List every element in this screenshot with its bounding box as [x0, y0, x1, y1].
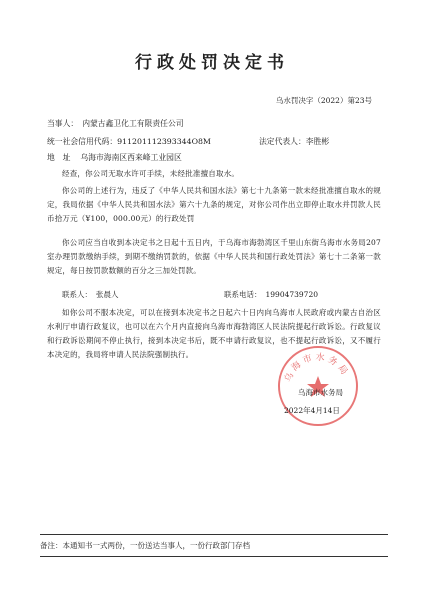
paragraph-findings: 经查，你公司无取水许可手续，未经批准擅自取水。: [62, 169, 240, 178]
legal-representative-row: [259, 136, 329, 147]
legal-representative-label: 法定代表人：: [259, 137, 306, 146]
paragraph-payment: 你公司应当自收到本决定书之日起十五日内，于乌海市海勃湾区千里山东街乌海市水务局207室办理罚款缴纳手续，到期不缴纳罚款的，依据《中华人民共和国行政处罚法》第七十二条第一款规定，每日按罚款数额的百分之三加处罚款。: [47, 238, 381, 275]
credit-code-value: 911201112393344O8M: [117, 137, 211, 146]
phone-label: 联系电话：: [224, 290, 262, 299]
address-row: [47, 152, 182, 163]
contact-person: [62, 289, 119, 300]
credit-code-row: [47, 136, 211, 147]
credit-code-label: 统一社会信用代码：: [47, 137, 118, 146]
paragraph-violation: 你公司的上述行为，违反了《中华人民共和国水法》第七十九条第一款未经批准擅自取水的规定，我局依据《中华人民共和国水法》第六十九条的规定，对你公司作出立即停止取水并罚款人民币拾万元（¥100，000.00元）的行政处罚: [47, 186, 381, 223]
legal-representative-value: 李胜彬: [305, 137, 330, 146]
signer-name: 乌海市水务局: [298, 388, 343, 397]
party-value: 内蒙古鑫卫化工有限责任公司: [82, 119, 184, 128]
document-title: 行政处罚决定书: [135, 53, 289, 73]
paragraph-appeal: 如你公司不服本决定，可以在接到本决定书之日起六十日内向乌海市人民政府或内蒙古自治区水利厅申请行政复议，也可以在六个月内直接向乌海市海勃湾区人民法院提起行政诉讼。行政复议和行政诉讼期间不停止执行，接到本决定书后，既不申请行政复议，也不提起行政诉讼，又不履行本决定的，我局将申请人民法院强制执行。: [47, 308, 381, 359]
address-value: 乌海市海南区西来峰工业园区: [80, 153, 182, 162]
party-row: [47, 118, 184, 129]
sign-date: 2022年4月14日: [284, 406, 340, 415]
party-label: 当事人：: [47, 119, 79, 128]
seal-text: 乌海市水务局: [283, 352, 351, 384]
contact-phone: [224, 289, 318, 300]
document-number: 乌水罚决字（2022）第23号: [275, 96, 372, 105]
footer-note: 备注：本通知书一式两份，一份送达当事人，一份行政部门存档: [40, 541, 250, 550]
contact-value: 张晨人: [96, 290, 119, 299]
footer-divider-bottom: [40, 556, 388, 557]
address-label: 地 址: [47, 153, 71, 162]
phone-value: 19904739720: [265, 290, 318, 299]
footer-divider-top: [40, 534, 388, 535]
contact-label: 联系人：: [62, 290, 92, 299]
